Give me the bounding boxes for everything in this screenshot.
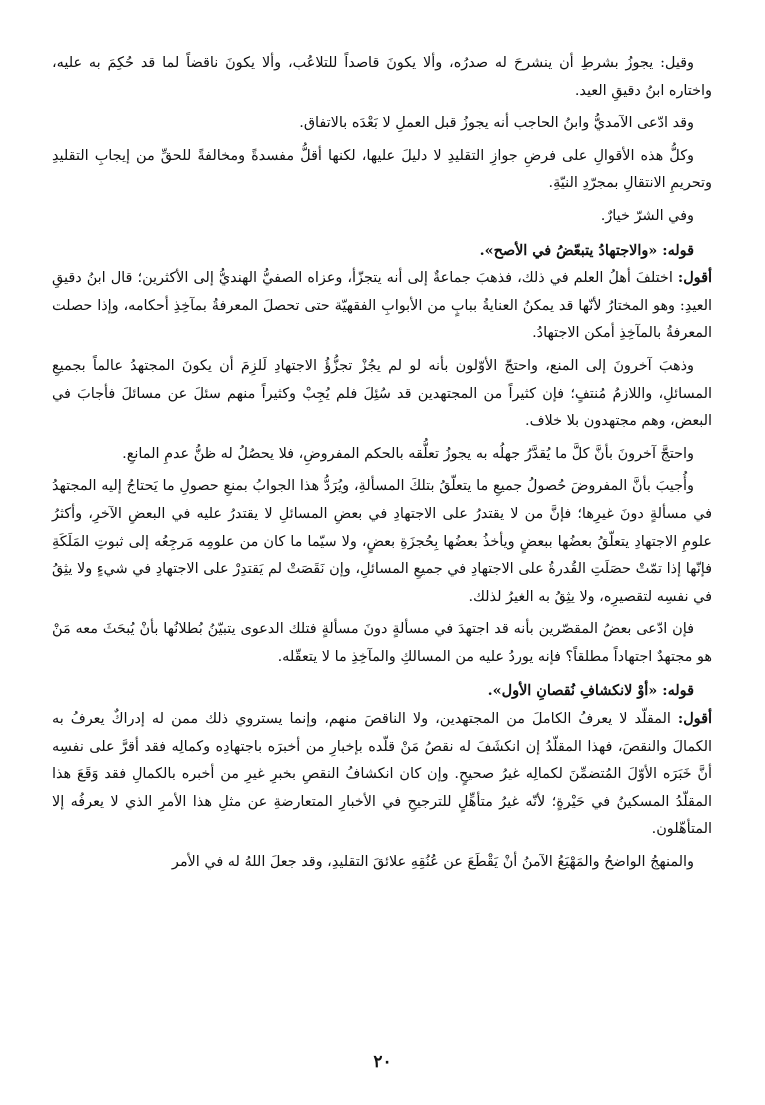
- heading-text: قوله: «والاجتهادُ يتبعّضُ في الأصح».: [479, 241, 694, 259]
- paragraph-text: وذهبَ آخرونَ إلى المنع، واحتجّ الأوّلون بأنه لو لم يجُزْ تجزُّؤُ الاجتهادِ لَلزِمَ أن يكونَ المجتهدُ عالماً بجميعِ المسائلِ، واللازمُ مُنتفٍ؛ فإن كثيراً من المجتهدين قد سُئِلَ فلم يُجِبْ وكثيراً منهم سئلَ عن مسائلَ فأجابَ في البعض، وهم مجتهدون بلا خلاف.: [52, 357, 712, 430]
- paragraph: [52, 143, 712, 198]
- paragraph: [52, 616, 712, 671]
- lead-word: أقول:: [677, 269, 712, 287]
- paragraph: [52, 203, 712, 231]
- section-heading: [52, 677, 712, 705]
- paragraph: [52, 353, 712, 436]
- page-body: [52, 50, 712, 877]
- paragraph-text: وأُجيبَ بأنَّ المفروضَ حُصولُ جميعِ ما يتعلّقُ بتلكَ المسألةِ، ويُرَدُّ هذا الجوابُ بمنعِ حصولِ ما يَحتاجُ إليه المجتهدُ في مسألةٍ دونَ غيرِها؛ فإنَّ من لا يقتدرُ على الاجتهادِ في بعضِ المسائلِ لا يقتدرُ عليه في البعضِ الآخرِ، وأكثرُ علومِ الاجتهادِ يتعلّقُ بعضُها ببعضٍ ويأخذُ بعضُها بِحُجزَةِ بعضٍ، ولا سيّما ما كان من علومِه مَرجِعُه إلى ثبوتِ المَلَكَةِ فإنّها إذا تمّتْ حصَلَتِ القُدرةُ على الاجتهادِ في جميعِ المسائلِ، وإن نَقَصَتْ لم يَقتدِرْ على الاجتهادِ في شيءٍ ولا يثِقُ في نفسِه لتقصيرِه، ولا يثِقُ به الغيرُ لذلك.: [52, 478, 712, 605]
- paragraph: [52, 264, 712, 348]
- paragraph-text: المقلّد لا يعرفُ الكاملَ من المجتهدين، ولا الناقصَ منهم، وإنما يستروي ذلك ممن له إدراكٌ يعرفُ به الكمالَ والنقصَ، فهذا المقلّدُ إن انكشَفَ له نقصُ مَنْ قلّده بإخبارِ من أخبرَه باجتهادِه وكمالِه فقد أقرَّ على نفسِه أنَّ خَبَرَه الأوّلَ المُتضمِّنَ لكمالِه غيرُ صحيحٍ. وإن كان انكشافُ النقصِ بخبرِ غيرِ من أخبره بالكمالِ فقد وَقَعَ هذا المقلّدُ المسكينُ في حَيْرةٍ؛ لأنّه غيرُ متأهِّلٍ للترجيحِ في الأخبارِ المتعارضةِ عن مثلِ هذا الأمرِ الذي لا يعرفُه إلا المتأهّلون.: [52, 711, 712, 838]
- paragraph: [52, 473, 712, 611]
- paragraph: [52, 110, 712, 138]
- page-number: ٢٠: [373, 1052, 392, 1072]
- paragraph: [52, 441, 712, 469]
- lead-word: أقول:: [677, 710, 712, 728]
- paragraph-text: وقد ادّعى الآمديُّ وابنُ الحاجب أنه يجوزُ قبل العملِ لا بَعْدَه بالاتفاق.: [299, 115, 694, 132]
- paragraph: [52, 849, 712, 877]
- paragraph-text: واحتجَّ آخرونَ بأنَّ كلَّ ما يُقدَّرُ جهلُه به يجوزُ تعلُّقه بالحكم المفروضِ، فلا يحصُلُ له ظنُّ عدمِ المانعِ.: [122, 445, 694, 462]
- paragraph-text: اختلفَ أهلُ العلم في ذلك، فذهبَ جماعةٌ إلى أنه يتجزّأ، وعزاه الصفيُّ الهنديُّ إلى الأكثرين؛ قال ابنُ دقيقِ العيدِ: وهو المختارُ لأنّها قد يمكنُ العنايةُ ببابٍ من الأبوابِ الفقهيّة حتى تحصلَ المعرفةُ بمآخِذِ أحكامه، وإذا حصلت المعرفةُ بالمآخِذِ أمكن الاجتهادُ.: [52, 270, 712, 342]
- paragraph-text: وفي الشرّ خيارٌ.: [600, 207, 694, 224]
- paragraph-text: والمنهجُ الواضحُ والمَهْيَعُ الآمنُ أنْ يَقْطَعَ عن عُنُقِهِ علائقَ التقليدِ، وقد جعلَ اللهُ له في الأمر: [171, 854, 694, 871]
- paragraph: [52, 705, 712, 844]
- paragraph-text: وكلُّ هذه الأقوالِ على فرضِ جوازِ التقليدِ لا دليلَ عليها، لكنها أقلُّ مفسدةً ومخالفةً للحقِّ من إيجابِ التقليدِ وتحريمِ الانتقالِ بمجرّدِ النيّةِ.: [52, 147, 712, 192]
- paragraph-text: فإن ادّعى بعضُ المقصّرين بأنه قد اجتهدَ في مسألةٍ دونَ مسألةٍ فتلك الدعوى يتبيّنُ بُطلانُها بأنْ يُبحَثَ معه مَنْ هو مجتهدٌ اجتهاداً مطلقاً؟ فإنه يوردُ عليه من المسالكِ والمآخِذِ ما لا يتعقّله.: [52, 621, 712, 665]
- heading-text: قوله: «أوْ لانكشافِ نُقصانِ الأول».: [487, 682, 694, 700]
- section-heading: [52, 237, 712, 265]
- paragraph: [52, 50, 712, 105]
- paragraph-text: وقيل: يجوزُ بشرطِ أن ينشرحَ له صدرُه، وألا يكونَ قاصداً للتلاعُب، وألا يكونَ ناقضاً لما قد حُكِمَ به عليه، واختاره ابنُ دقيقِ العيد.: [52, 55, 712, 99]
